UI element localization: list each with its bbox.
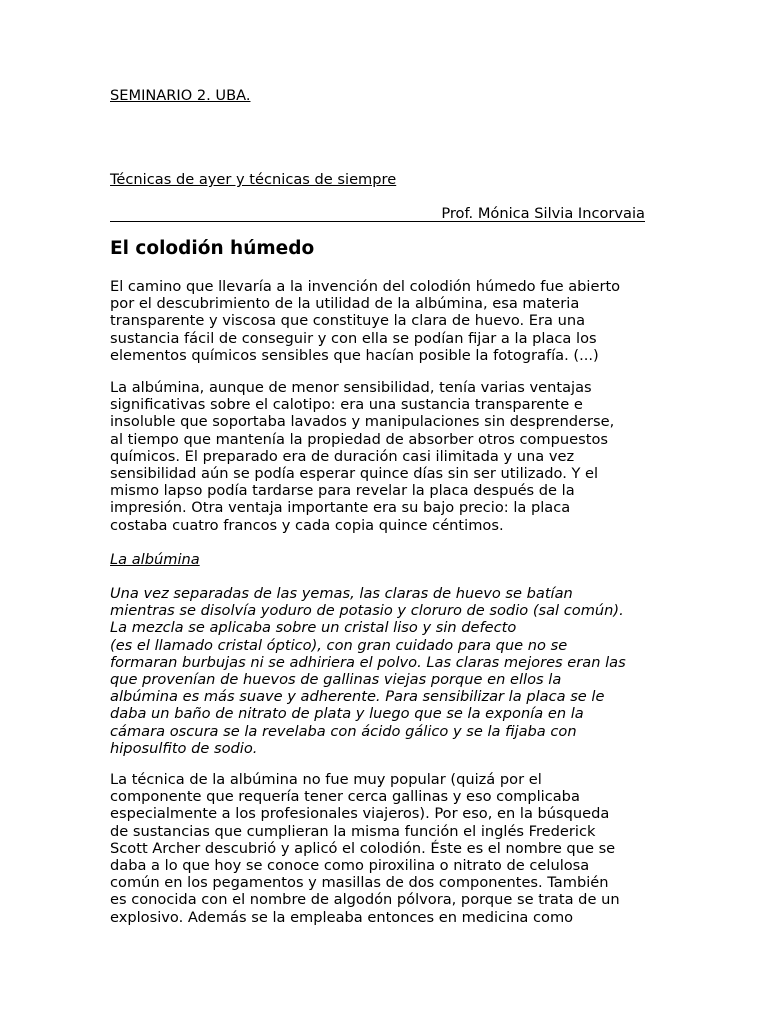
paragraph-1 — [110, 278, 670, 364]
text-line: La albúmina, aunque de menor sensibilidad, tenía varias ventajas — [110, 379, 592, 396]
text-line: por el descubrimiento de la utilidad de la albúmina, esa materia — [110, 295, 580, 313]
main-heading: El colodión húmedo — [110, 238, 315, 259]
text-line: La técnica de la albúmina no fue muy popular (quizá por el — [110, 771, 542, 788]
text-line: elementos químicos sensibles que hacían posible la fotografía. (...) — [110, 346, 599, 364]
text-line: costaba cuatro francos y cada copia quince céntimos. — [110, 516, 504, 534]
text-line: que provenían de huevos de gallinas viejas porque en ellos la — [110, 671, 562, 689]
text-line: hiposulfito de sodio. — [110, 739, 258, 757]
section-heading: La albúmina — [110, 551, 200, 568]
text-line: componente que requería tener cerca gallinas y eso complicaba — [110, 788, 580, 806]
text-line: sustancia fácil de conseguir y con ella se podían fijar a la placa los — [110, 329, 597, 347]
text-line: mientras se disolvía yoduro de potasio y cloruro de sodio (sal común). — [110, 602, 624, 620]
text-line: es conocida con el nombre de algodón pólvora, porque se trata de un — [110, 891, 620, 909]
paragraph-final — [110, 771, 670, 926]
text-line: daba un baño de nitrato de plata y luego que se la exponía en la — [110, 705, 584, 723]
text-line: especialmente a los profesionales viajeros). Por eso, en la búsqueda — [110, 805, 610, 823]
text-line: sensibilidad aún se podía esperar quince días sin ser utilizado. Y el — [110, 465, 599, 483]
text-line: al tiempo que mantenía la propiedad de absorber otros compuestos — [110, 430, 608, 448]
text-line: formaran burbujas ni se adhiriera el polvo. Las claras mejores eran las — [110, 653, 626, 671]
text-line: mismo lapso podía tardarse para revelar la placa después de la — [110, 482, 575, 500]
text-line: de sustancias que cumplieran la misma función el inglés Frederick — [110, 822, 596, 840]
paragraph-2 — [110, 379, 670, 534]
text-line: explosivo. Además se la empleaba entonces en medicina como — [110, 908, 574, 926]
text-line: transparente y viscosa que constituye la clara de huevo. Era una — [110, 312, 586, 330]
seminar-title: SEMINARIO 2. UBA. — [110, 87, 251, 104]
text-line: daba a lo que hoy se conoce como piroxilina o nitrato de celulosa — [110, 857, 590, 875]
text-line: cámara oscura se la revelaba con ácido gálico y se la fijaba con — [110, 722, 577, 740]
text-line: La mezcla se aplicaba sobre un cristal liso y sin defecto — [110, 619, 517, 637]
author-name: Prof. Mónica Silvia Incorvaia — [441, 205, 645, 222]
text-line: común en los pegamentos y masillas de dos componentes. También — [110, 874, 609, 892]
text-line: insoluble que soportaba lavados y manipulaciones sin desprenderse, — [110, 413, 615, 431]
text-line: Una vez separadas de las yemas, las claras de huevo se batían — [110, 585, 573, 602]
text-line: químicos. El preparado era de duración casi ilimitada y una vez — [110, 447, 575, 465]
text-line: albúmina es más suave y adherente. Para sensibilizar la placa se le — [110, 688, 605, 706]
text-line: El camino que llevaría a la invención del colodión húmedo fue abierto — [110, 278, 621, 295]
author-line — [110, 205, 645, 223]
italic-paragraph — [110, 585, 670, 757]
text-line: significativas sobre el calotipo: era una sustancia transparente e — [110, 396, 583, 414]
text-line: Scott Archer descubrió y aplicó el colodión. Éste es el nombre que se — [110, 839, 616, 857]
text-line: impresión. Otra ventaja importante era su bajo precio: la placa — [110, 499, 571, 517]
document-subtitle: Técnicas de ayer y técnicas de siempre — [110, 171, 397, 188]
text-line: (es el llamado cristal óptico), con gran cuidado para que no se — [110, 636, 568, 654]
